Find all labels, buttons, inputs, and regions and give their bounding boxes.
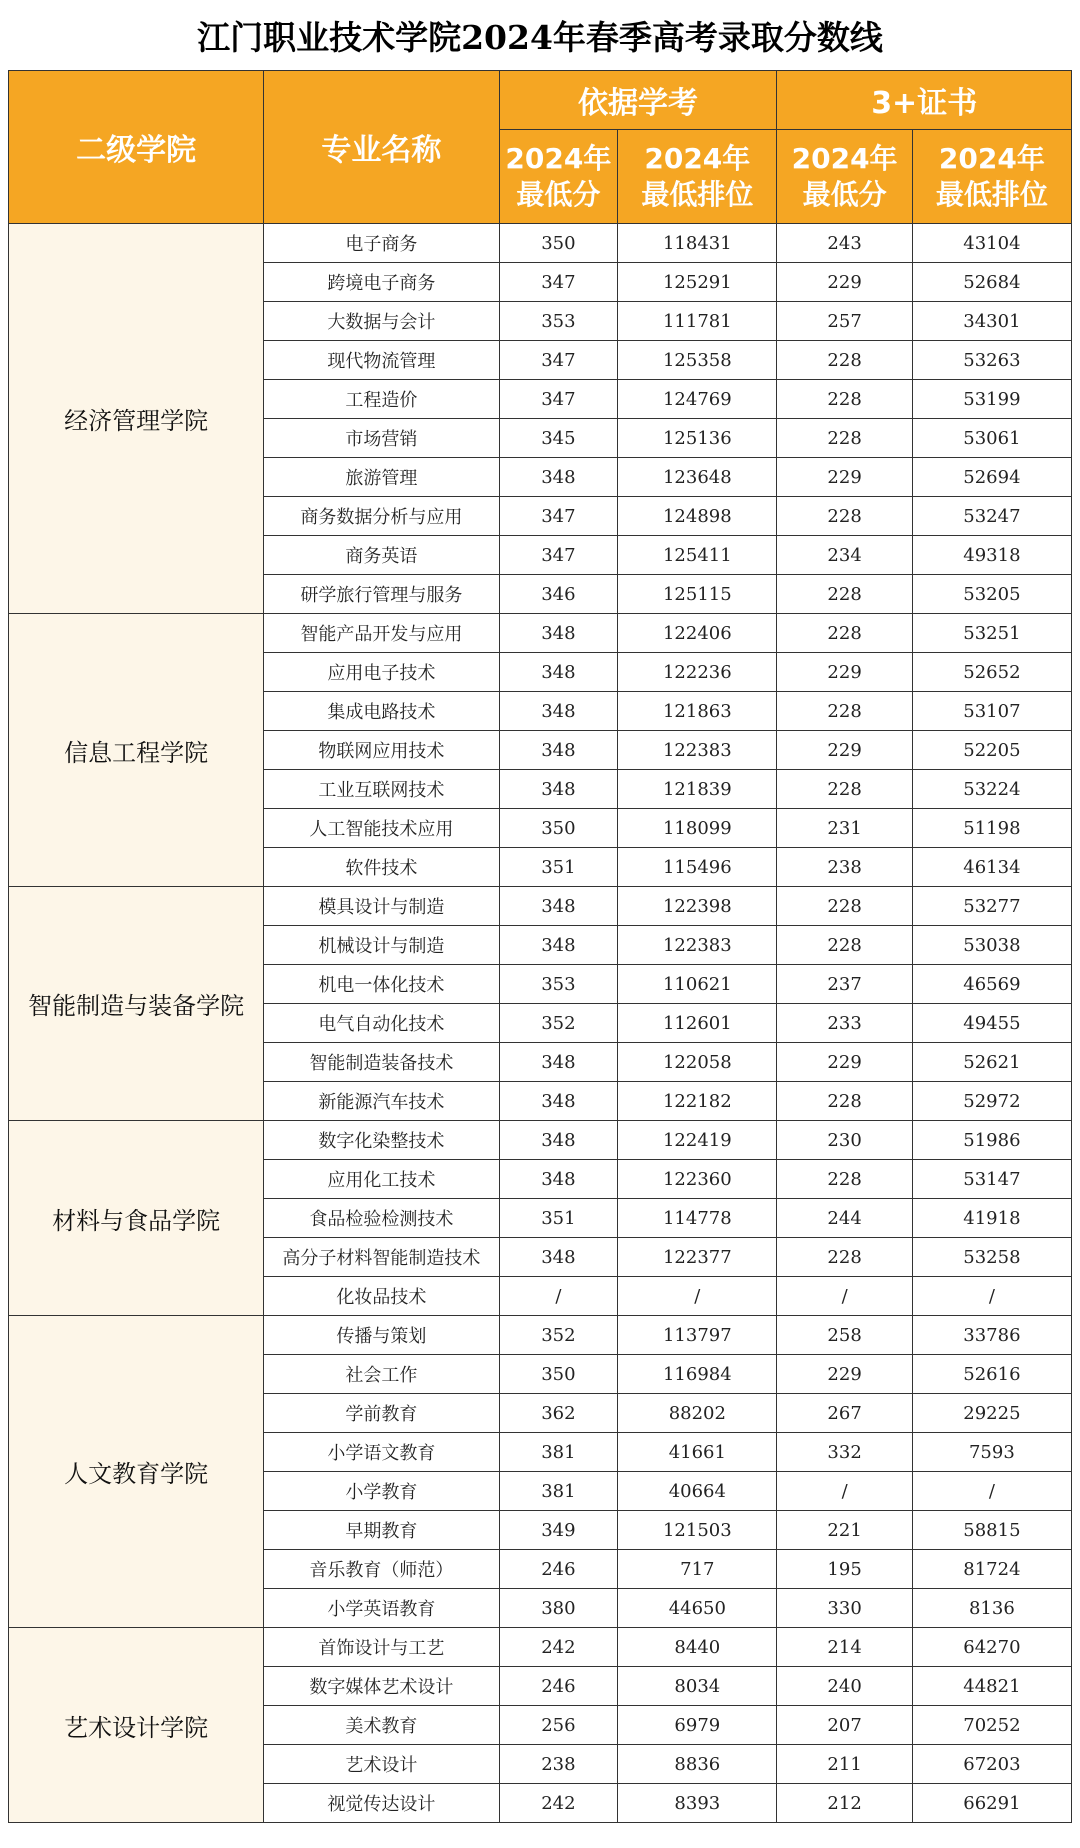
cert-min-score-cell: 230 <box>777 1121 912 1160</box>
major-name-cell: 智能制造装备技术 <box>264 1043 499 1082</box>
academic-min-score-cell: 348 <box>499 1238 618 1277</box>
major-name-cell: 工程造价 <box>264 380 499 419</box>
academic-min-rank-cell: 123648 <box>618 458 777 497</box>
academic-min-score-cell: 348 <box>499 1082 618 1121</box>
academic-min-rank-cell: 122406 <box>618 614 777 653</box>
major-name-cell: 商务英语 <box>264 536 499 575</box>
cert-min-score-cell: 228 <box>777 380 912 419</box>
cert-min-rank-cell: 52684 <box>912 263 1071 302</box>
header-cert-min-rank <box>912 130 1071 224</box>
major-name-cell: 机电一体化技术 <box>264 965 499 1004</box>
academic-min-score-cell: 256 <box>499 1706 618 1745</box>
cert-min-score-cell: 229 <box>777 1355 912 1394</box>
cert-min-score-cell: 228 <box>777 887 912 926</box>
cert-min-rank-cell: 33786 <box>912 1316 1071 1355</box>
table-row <box>9 224 1072 263</box>
cert-min-rank-cell: 53251 <box>912 614 1071 653</box>
header-year: 2024年 <box>644 141 751 175</box>
cert-min-rank-cell: 53247 <box>912 497 1071 536</box>
header-major: 专业名称 <box>264 71 499 224</box>
cert-min-rank-cell: 52205 <box>912 731 1071 770</box>
admission-score-table <box>8 70 1072 1823</box>
cert-min-score-cell: 330 <box>777 1589 912 1628</box>
major-name-cell: 艺术设计 <box>264 1745 499 1784</box>
header-min-rank-label: 最低排位 <box>641 177 754 211</box>
cert-min-rank-cell: 52616 <box>912 1355 1071 1394</box>
cert-min-rank-cell: 53061 <box>912 419 1071 458</box>
cert-min-score-cell: 243 <box>777 224 912 263</box>
academic-min-rank-cell: 122383 <box>618 926 777 965</box>
header-college: 二级学院 <box>9 71 264 224</box>
academic-min-score-cell: 347 <box>499 341 618 380</box>
cert-min-rank-cell: 52652 <box>912 653 1071 692</box>
cert-min-rank-cell: 51986 <box>912 1121 1071 1160</box>
cert-min-score-cell: 228 <box>777 1160 912 1199</box>
major-name-cell: 应用化工技术 <box>264 1160 499 1199</box>
cert-min-rank-cell: 53205 <box>912 575 1071 614</box>
academic-min-score-cell: 381 <box>499 1472 618 1511</box>
academic-min-score-cell: 352 <box>499 1004 618 1043</box>
academic-min-rank-cell: 125115 <box>618 575 777 614</box>
cert-min-score-cell: 238 <box>777 848 912 887</box>
cert-min-rank-cell: 49455 <box>912 1004 1071 1043</box>
academic-min-score-cell: 380 <box>499 1589 618 1628</box>
major-name-cell: 小学语文教育 <box>264 1433 499 1472</box>
cert-min-score-cell: 240 <box>777 1667 912 1706</box>
major-name-cell: 视觉传达设计 <box>264 1784 499 1823</box>
academic-min-rank-cell: 116984 <box>618 1355 777 1394</box>
cert-min-score-cell: 258 <box>777 1316 912 1355</box>
major-name-cell: 数字媒体艺术设计 <box>264 1667 499 1706</box>
cert-min-rank-cell: 64270 <box>912 1628 1071 1667</box>
major-name-cell: 数字化染整技术 <box>264 1121 499 1160</box>
cert-min-score-cell: 229 <box>777 731 912 770</box>
academic-min-score-cell: 347 <box>499 497 618 536</box>
cert-min-rank-cell: 53147 <box>912 1160 1071 1199</box>
major-name-cell: 物联网应用技术 <box>264 731 499 770</box>
academic-min-rank-cell: 122419 <box>618 1121 777 1160</box>
major-name-cell: 小学英语教育 <box>264 1589 499 1628</box>
academic-min-rank-cell: 115496 <box>618 848 777 887</box>
major-name-cell: 化妆品技术 <box>264 1277 499 1316</box>
academic-min-score-cell: 347 <box>499 536 618 575</box>
academic-min-rank-cell: 112601 <box>618 1004 777 1043</box>
table-body <box>9 224 1072 1823</box>
college-name-cell: 智能制造与装备学院 <box>9 887 264 1121</box>
cert-min-score-cell: 211 <box>777 1745 912 1784</box>
major-name-cell: 食品检验检测技术 <box>264 1199 499 1238</box>
cert-min-score-cell: 228 <box>777 341 912 380</box>
academic-min-rank-cell: 122377 <box>618 1238 777 1277</box>
cert-min-rank-cell: 46134 <box>912 848 1071 887</box>
academic-min-rank-cell: 114778 <box>618 1199 777 1238</box>
table-row <box>9 887 1072 926</box>
cert-min-score-cell: 229 <box>777 263 912 302</box>
major-name-cell: 传播与策划 <box>264 1316 499 1355</box>
academic-min-rank-cell: 113797 <box>618 1316 777 1355</box>
academic-min-score-cell: 246 <box>499 1550 618 1589</box>
cert-min-rank-cell: 29225 <box>912 1394 1071 1433</box>
major-name-cell: 应用电子技术 <box>264 653 499 692</box>
major-name-cell: 机械设计与制造 <box>264 926 499 965</box>
academic-min-score-cell: 347 <box>499 380 618 419</box>
academic-min-rank-cell: 124898 <box>618 497 777 536</box>
cert-min-score-cell: 228 <box>777 575 912 614</box>
header-cert-min-score <box>777 130 912 224</box>
header-year: 2024年 <box>505 141 612 175</box>
cert-min-rank-cell: 53258 <box>912 1238 1071 1277</box>
academic-min-score-cell: 351 <box>499 848 618 887</box>
cert-min-rank-cell: / <box>912 1277 1071 1316</box>
major-name-cell: 电气自动化技术 <box>264 1004 499 1043</box>
academic-min-rank-cell: 122360 <box>618 1160 777 1199</box>
cert-min-rank-cell: / <box>912 1472 1071 1511</box>
academic-min-score-cell: 348 <box>499 458 618 497</box>
academic-min-score-cell: 351 <box>499 1199 618 1238</box>
cert-min-score-cell: 228 <box>777 770 912 809</box>
major-name-cell: 软件技术 <box>264 848 499 887</box>
academic-min-rank-cell: 121503 <box>618 1511 777 1550</box>
cert-min-score-cell: 332 <box>777 1433 912 1472</box>
header-group-3-plus-certificate: 3+证书 <box>777 71 1072 130</box>
major-name-cell: 研学旅行管理与服务 <box>264 575 499 614</box>
cert-min-score-cell: 229 <box>777 458 912 497</box>
header-academic-min-rank <box>618 130 777 224</box>
academic-min-rank-cell: 125358 <box>618 341 777 380</box>
header-group-academic-test: 依据学考 <box>499 71 777 130</box>
header-year: 2024年 <box>938 141 1045 175</box>
cert-min-rank-cell: 41918 <box>912 1199 1071 1238</box>
college-name-cell: 经济管理学院 <box>9 224 264 614</box>
header-min-rank-label: 最低排位 <box>935 177 1048 211</box>
cert-min-score-cell: / <box>777 1472 912 1511</box>
cert-min-score-cell: 229 <box>777 1043 912 1082</box>
major-name-cell: 社会工作 <box>264 1355 499 1394</box>
cert-min-score-cell: 257 <box>777 302 912 341</box>
academic-min-score-cell: 348 <box>499 1043 618 1082</box>
academic-min-rank-cell: 111781 <box>618 302 777 341</box>
academic-min-rank-cell: 44650 <box>618 1589 777 1628</box>
cert-min-rank-cell: 58815 <box>912 1511 1071 1550</box>
academic-min-rank-cell: 118431 <box>618 224 777 263</box>
academic-min-score-cell: / <box>499 1277 618 1316</box>
academic-min-rank-cell: 118099 <box>618 809 777 848</box>
cert-min-score-cell: 229 <box>777 653 912 692</box>
major-name-cell: 现代物流管理 <box>264 341 499 380</box>
academic-min-score-cell: 350 <box>499 809 618 848</box>
cert-min-rank-cell: 49318 <box>912 536 1071 575</box>
major-name-cell: 旅游管理 <box>264 458 499 497</box>
academic-min-rank-cell: 122182 <box>618 1082 777 1121</box>
cert-min-rank-cell: 34301 <box>912 302 1071 341</box>
academic-min-rank-cell: 121839 <box>618 770 777 809</box>
academic-min-score-cell: 349 <box>499 1511 618 1550</box>
major-name-cell: 高分子材料智能制造技术 <box>264 1238 499 1277</box>
major-name-cell: 跨境电子商务 <box>264 263 499 302</box>
major-name-cell: 小学教育 <box>264 1472 499 1511</box>
academic-min-score-cell: 348 <box>499 926 618 965</box>
academic-min-score-cell: 242 <box>499 1628 618 1667</box>
academic-min-score-cell: 347 <box>499 263 618 302</box>
academic-min-score-cell: 348 <box>499 1160 618 1199</box>
major-name-cell: 工业互联网技术 <box>264 770 499 809</box>
academic-min-rank-cell: 124769 <box>618 380 777 419</box>
cert-min-score-cell: 228 <box>777 692 912 731</box>
academic-min-score-cell: 350 <box>499 224 618 263</box>
academic-min-score-cell: 381 <box>499 1433 618 1472</box>
academic-min-score-cell: 352 <box>499 1316 618 1355</box>
cert-min-score-cell: 214 <box>777 1628 912 1667</box>
major-name-cell: 人工智能技术应用 <box>264 809 499 848</box>
academic-min-rank-cell: 122236 <box>618 653 777 692</box>
academic-min-score-cell: 348 <box>499 653 618 692</box>
major-name-cell: 学前教育 <box>264 1394 499 1433</box>
academic-min-score-cell: 348 <box>499 1121 618 1160</box>
cert-min-rank-cell: 53263 <box>912 341 1071 380</box>
cert-min-rank-cell: 70252 <box>912 1706 1071 1745</box>
academic-min-rank-cell: 88202 <box>618 1394 777 1433</box>
academic-min-rank-cell: 122398 <box>618 887 777 926</box>
college-name-cell: 艺术设计学院 <box>9 1628 264 1823</box>
cert-min-score-cell: 228 <box>777 1238 912 1277</box>
academic-min-rank-cell: 40664 <box>618 1472 777 1511</box>
cert-min-rank-cell: 66291 <box>912 1784 1071 1823</box>
cert-min-rank-cell: 52694 <box>912 458 1071 497</box>
academic-min-score-cell: 346 <box>499 575 618 614</box>
academic-min-rank-cell: 41661 <box>618 1433 777 1472</box>
academic-min-rank-cell: 122058 <box>618 1043 777 1082</box>
cert-min-rank-cell: 44821 <box>912 1667 1071 1706</box>
college-name-cell: 人文教育学院 <box>9 1316 264 1628</box>
cert-min-rank-cell: 53224 <box>912 770 1071 809</box>
cert-min-rank-cell: 53107 <box>912 692 1071 731</box>
cert-min-score-cell: 195 <box>777 1550 912 1589</box>
major-name-cell: 商务数据分析与应用 <box>264 497 499 536</box>
cert-min-score-cell: 212 <box>777 1784 912 1823</box>
academic-min-score-cell: 242 <box>499 1784 618 1823</box>
cert-min-rank-cell: 81724 <box>912 1550 1071 1589</box>
header-min-score-label: 最低分 <box>802 177 887 211</box>
academic-min-score-cell: 348 <box>499 692 618 731</box>
cert-min-rank-cell: 52621 <box>912 1043 1071 1082</box>
cert-min-rank-cell: 67203 <box>912 1745 1071 1784</box>
major-name-cell: 市场营销 <box>264 419 499 458</box>
cert-min-score-cell: 207 <box>777 1706 912 1745</box>
college-name-cell: 材料与食品学院 <box>9 1121 264 1316</box>
academic-min-rank-cell: 121863 <box>618 692 777 731</box>
cert-min-rank-cell: 43104 <box>912 224 1071 263</box>
college-name-cell: 信息工程学院 <box>9 614 264 887</box>
academic-min-score-cell: 348 <box>499 614 618 653</box>
table-row <box>9 1316 1072 1355</box>
major-name-cell: 集成电路技术 <box>264 692 499 731</box>
academic-min-rank-cell: 125291 <box>618 263 777 302</box>
cert-min-rank-cell: 8136 <box>912 1589 1071 1628</box>
academic-min-score-cell: 348 <box>499 731 618 770</box>
academic-min-score-cell: 246 <box>499 1667 618 1706</box>
cert-min-rank-cell: 46569 <box>912 965 1071 1004</box>
major-name-cell: 智能产品开发与应用 <box>264 614 499 653</box>
cert-min-score-cell: 228 <box>777 1082 912 1121</box>
cert-min-score-cell: 244 <box>777 1199 912 1238</box>
academic-min-rank-cell: 125411 <box>618 536 777 575</box>
cert-min-score-cell: 237 <box>777 965 912 1004</box>
major-name-cell: 大数据与会计 <box>264 302 499 341</box>
academic-min-score-cell: 348 <box>499 770 618 809</box>
page-title: 江门职业技术学院2024年春季高考录取分数线 <box>197 17 883 57</box>
cert-min-rank-cell: 53277 <box>912 887 1071 926</box>
cert-min-score-cell: 228 <box>777 614 912 653</box>
academic-min-rank-cell: 122383 <box>618 731 777 770</box>
major-name-cell: 美术教育 <box>264 1706 499 1745</box>
academic-min-score-cell: 350 <box>499 1355 618 1394</box>
table-header <box>9 71 1072 224</box>
academic-min-rank-cell: 110621 <box>618 965 777 1004</box>
academic-min-rank-cell: 8034 <box>618 1667 777 1706</box>
major-name-cell: 音乐教育（师范） <box>264 1550 499 1589</box>
major-name-cell: 新能源汽车技术 <box>264 1082 499 1121</box>
academic-min-score-cell: 345 <box>499 419 618 458</box>
academic-min-rank-cell: 8393 <box>618 1784 777 1823</box>
cert-min-score-cell: 228 <box>777 497 912 536</box>
major-name-cell: 模具设计与制造 <box>264 887 499 926</box>
cert-min-score-cell: 267 <box>777 1394 912 1433</box>
cert-min-score-cell: / <box>777 1277 912 1316</box>
academic-min-rank-cell: 6979 <box>618 1706 777 1745</box>
academic-min-rank-cell: 8440 <box>618 1628 777 1667</box>
major-name-cell: 电子商务 <box>264 224 499 263</box>
cert-min-rank-cell: 53199 <box>912 380 1071 419</box>
cert-min-score-cell: 234 <box>777 536 912 575</box>
major-name-cell: 首饰设计与工艺 <box>264 1628 499 1667</box>
header-min-score-label: 最低分 <box>516 177 601 211</box>
header-year: 2024年 <box>791 141 898 175</box>
academic-min-rank-cell: / <box>618 1277 777 1316</box>
academic-min-score-cell: 238 <box>499 1745 618 1784</box>
academic-min-score-cell: 348 <box>499 887 618 926</box>
academic-min-score-cell: 353 <box>499 965 618 1004</box>
major-name-cell: 早期教育 <box>264 1511 499 1550</box>
cert-min-score-cell: 231 <box>777 809 912 848</box>
table-row <box>9 1121 1072 1160</box>
academic-min-score-cell: 362 <box>499 1394 618 1433</box>
cert-min-score-cell: 221 <box>777 1511 912 1550</box>
academic-min-rank-cell: 717 <box>618 1550 777 1589</box>
header-academic-min-score <box>499 130 618 224</box>
cert-min-score-cell: 228 <box>777 926 912 965</box>
cert-min-rank-cell: 7593 <box>912 1433 1071 1472</box>
cert-min-score-cell: 233 <box>777 1004 912 1043</box>
table-row <box>9 614 1072 653</box>
cert-min-rank-cell: 51198 <box>912 809 1071 848</box>
cert-min-score-cell: 228 <box>777 419 912 458</box>
academic-min-score-cell: 353 <box>499 302 618 341</box>
academic-min-rank-cell: 125136 <box>618 419 777 458</box>
academic-min-rank-cell: 8836 <box>618 1745 777 1784</box>
cert-min-rank-cell: 53038 <box>912 926 1071 965</box>
cert-min-rank-cell: 52972 <box>912 1082 1071 1121</box>
table-row <box>9 1628 1072 1667</box>
